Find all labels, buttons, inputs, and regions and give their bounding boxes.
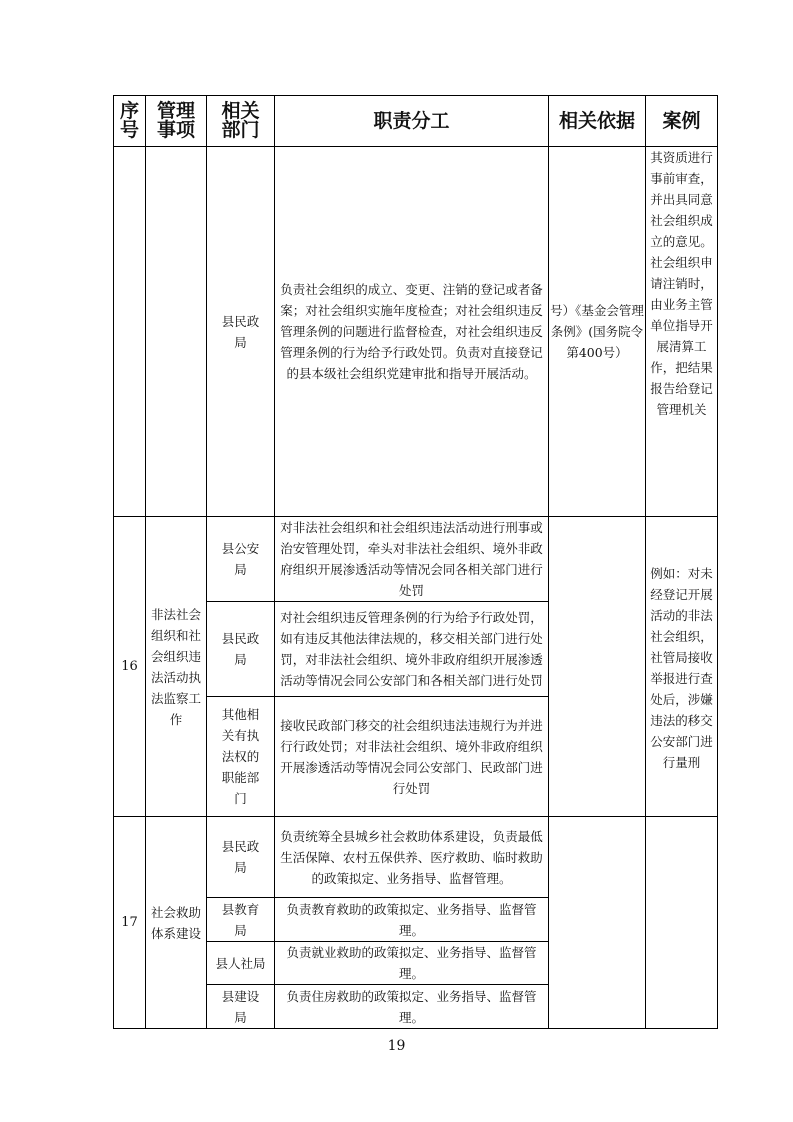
- basis-text: 号）《基金会管理条例》(国务院令第400号）: [549, 147, 646, 517]
- department: 县公安局: [207, 517, 275, 602]
- duty-text: 负责教育救助的政策拟定、业务指导、监督管理。: [275, 898, 549, 942]
- row-number: 17: [114, 817, 146, 1029]
- department: 县民政局: [207, 602, 275, 697]
- table-row-17-a: [114, 817, 718, 898]
- header-basis: 相关依据: [549, 96, 646, 147]
- department: 县民政局: [207, 817, 275, 898]
- duty-text: 负责就业救助的政策拟定、业务指导、监督管理。: [275, 942, 549, 985]
- department: 县人社局: [207, 942, 275, 985]
- header-case: 案例: [646, 96, 718, 147]
- header-seq: 序号: [114, 96, 146, 147]
- management-item: [146, 147, 207, 517]
- table-row-16-a: [114, 517, 718, 602]
- table-header-row: [114, 96, 718, 147]
- duty-text: 接收民政部门移交的社会组织违法违规行为并进行行政处罚；对非法社会组织、境外非政府组织开展渗透活动等情况会同公安部门、民政部门进行处罚: [275, 697, 549, 817]
- duty-text: 负责社会组织的成立、变更、注销的登记或者备案；对社会组织实施年度检查；对社会组织违反管理条例的问题进行监督检查，对社会组织违反管理条例的行为给予行政处罚。负责对直接登记的县本级社会组织党建审批和指导开展活动。: [275, 147, 549, 517]
- row-number: 16: [114, 517, 146, 817]
- header-dept: 相关部门: [207, 96, 275, 147]
- duty-text: 对非法社会组织和社会组织违法活动进行刑事或治安管理处罚，牵头对非法社会组织、境外非政府组织开展渗透活动等情况会同各相关部门进行处罚: [275, 517, 549, 602]
- department: 县建设局: [207, 985, 275, 1029]
- department: 其他相关有执法权的职能部门: [207, 697, 275, 817]
- department: 县民政局: [207, 147, 275, 517]
- basis-text: [549, 817, 646, 1029]
- case-text: 例如：对未经登记开展活动的非法社会组织，社管局接收举报进行查处后，涉嫌违法的移交公安部门进行量刑: [646, 517, 718, 817]
- case-text: [646, 817, 718, 1029]
- responsibility-table: [113, 95, 718, 1029]
- duty-text: 对社会组织违反管理条例的行为给予行政处罚，如有违反其他法律法规的，移交相关部门进行处罚，对非法社会组织、境外非政府组织开展渗透活动等情况会同公安部门和各相关部门进行处罚: [275, 602, 549, 697]
- basis-text: [549, 517, 646, 817]
- header-item: 管理事项: [146, 96, 207, 147]
- page-number: 19: [387, 1038, 406, 1054]
- department: 县教育局: [207, 898, 275, 942]
- duty-text: 负责统筹全县城乡社会救助体系建设，负责最低生活保障、农村五保供养、医疗救助、临时救助的政策拟定、业务指导、监督管理。: [275, 817, 549, 898]
- table-row-continued: [114, 147, 718, 517]
- header-duty: 职责分工: [275, 96, 549, 147]
- case-text: 其资质进行事前审查，并出具同意社会组织成立的意见。社会组织申请注销时，由业务主管单位指导开展清算工作，把结果报告给登记管理机关: [646, 147, 718, 517]
- row-number: [114, 147, 146, 517]
- management-item: 非法社会组织和社会组织违法活动执法监察工作: [146, 517, 207, 817]
- duty-text: 负责住房救助的政策拟定、业务指导、监督管理。: [275, 985, 549, 1029]
- management-item: 社会救助体系建设: [146, 817, 207, 1029]
